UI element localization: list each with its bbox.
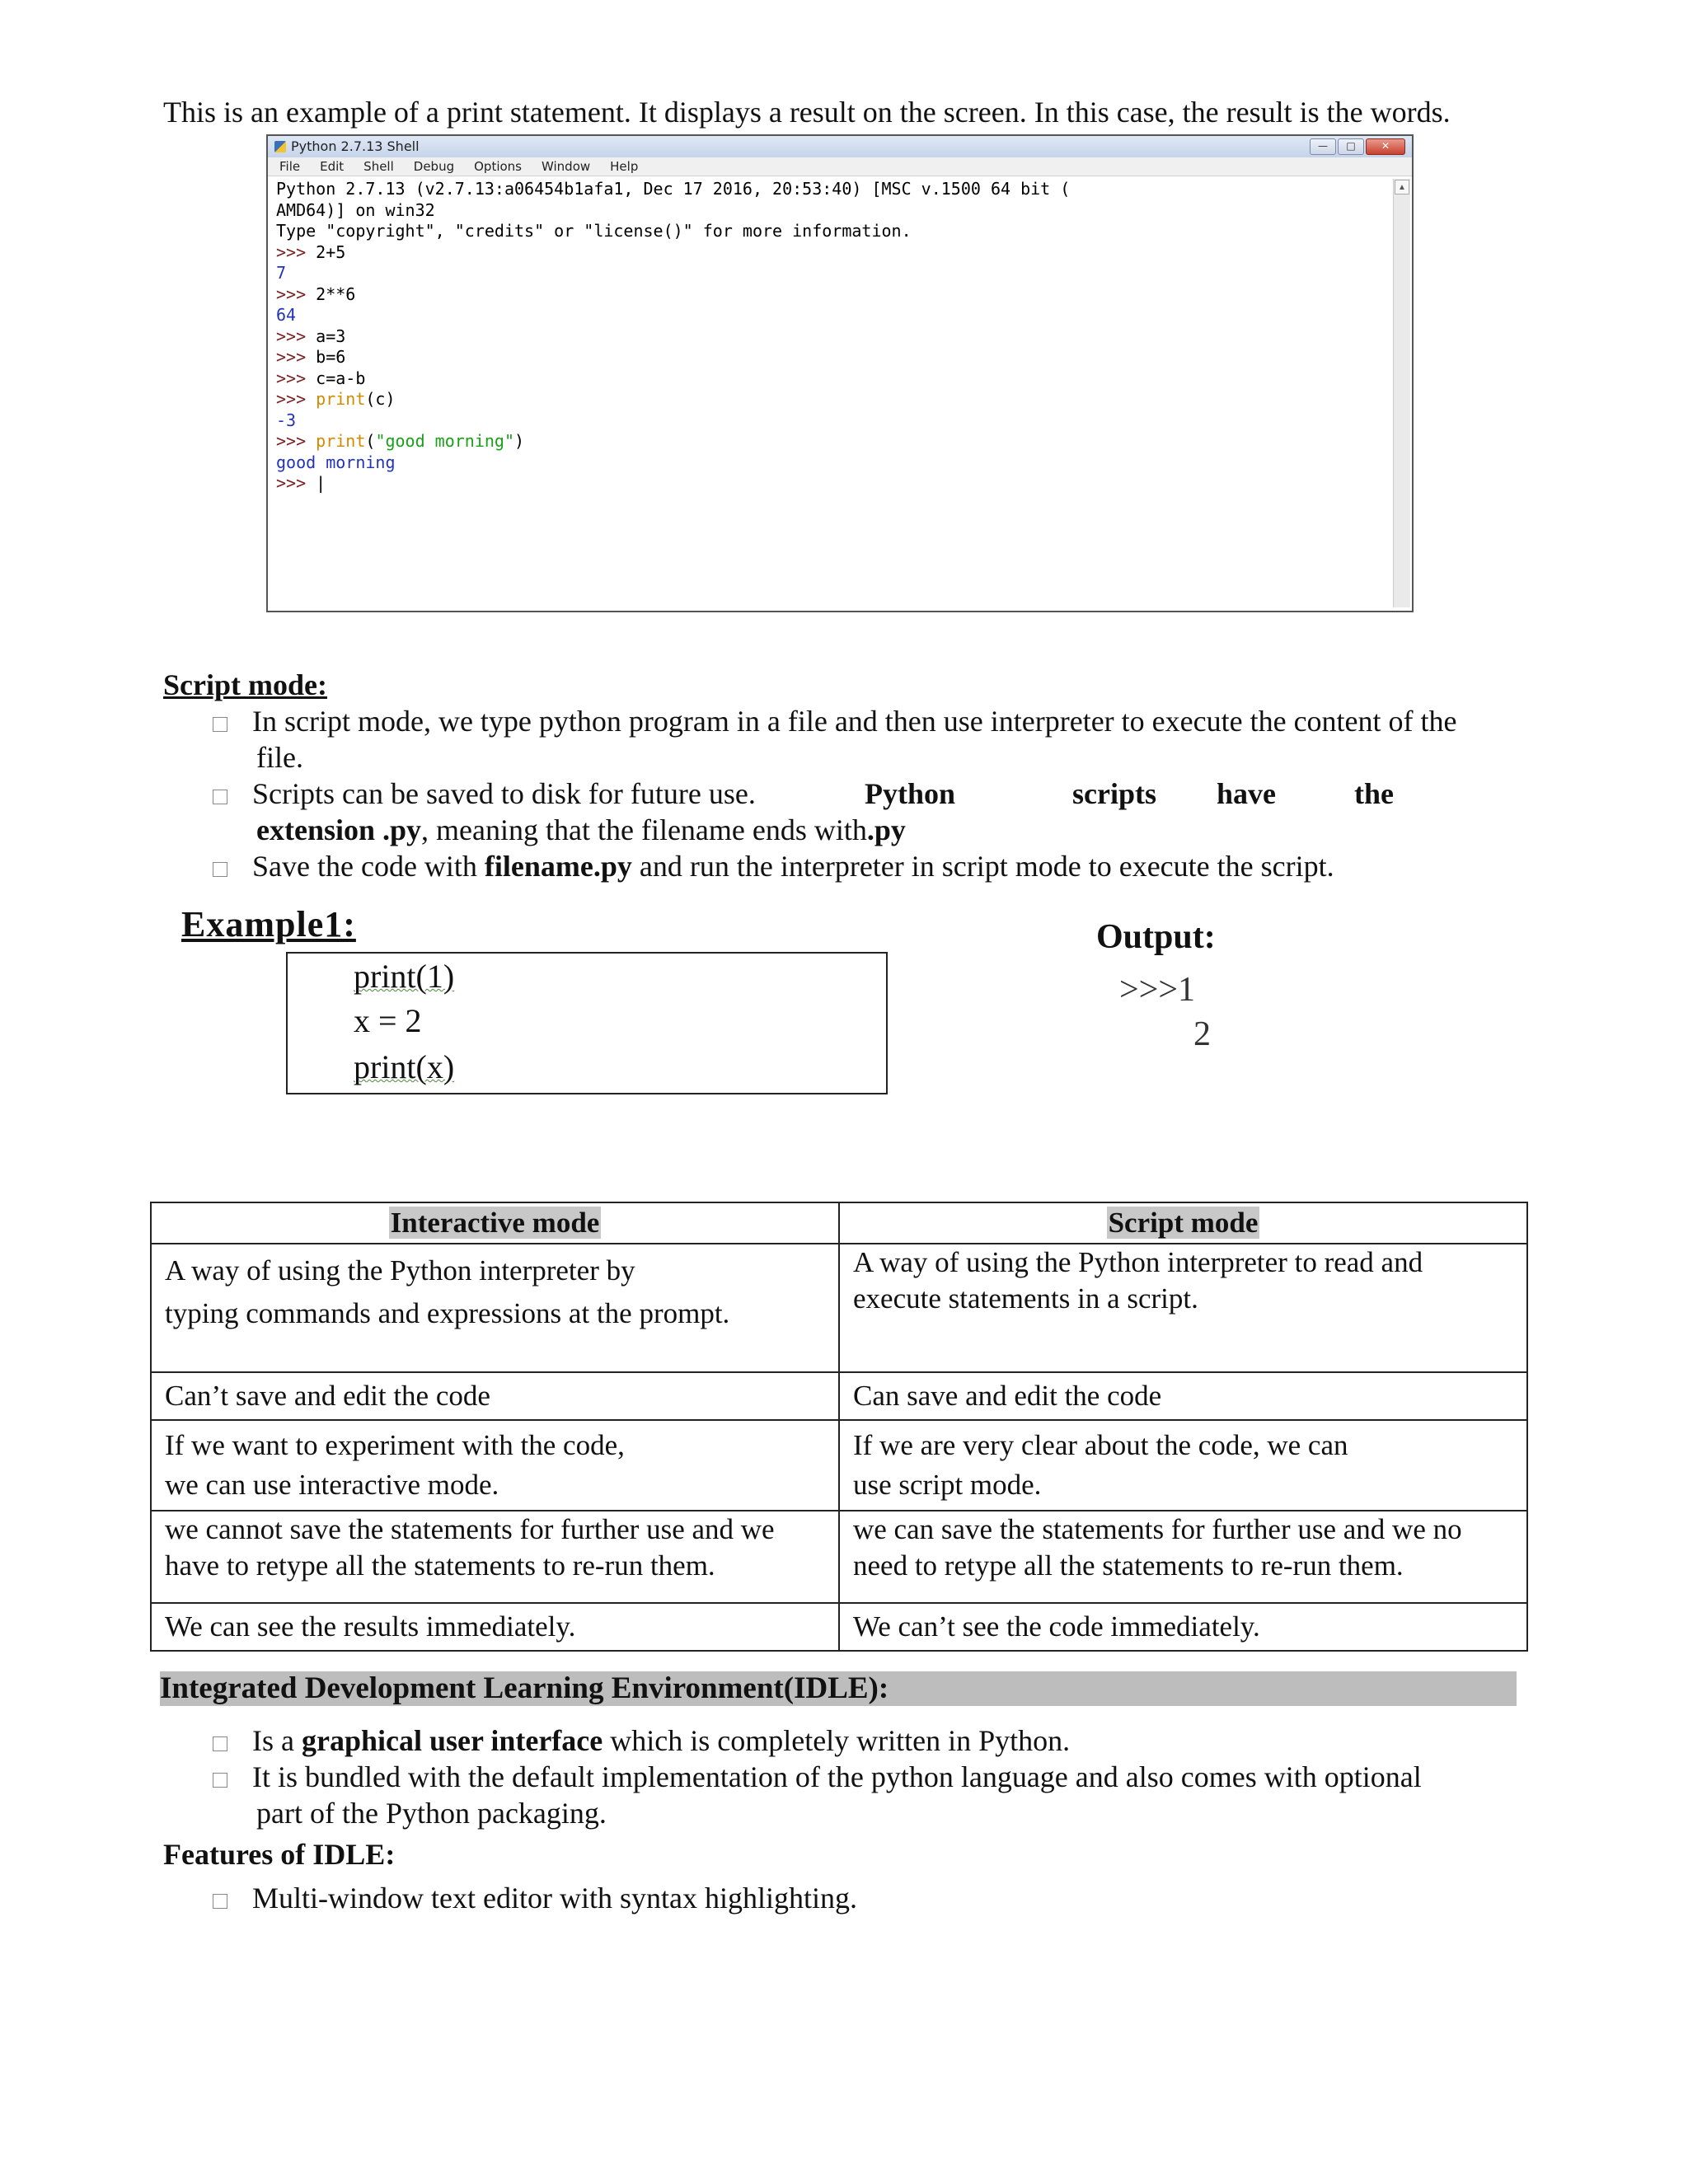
console-output: -3 <box>276 410 297 430</box>
table-cell: Can save and edit the code <box>839 1372 1527 1420</box>
menu-file[interactable]: File <box>279 159 301 174</box>
word-the: the <box>1354 777 1394 810</box>
word-python: Python <box>865 777 956 810</box>
list-item <box>213 1880 857 1916</box>
word-have: have <box>1217 777 1276 810</box>
bold-text: extension .py <box>256 813 422 846</box>
command: (c) <box>365 389 396 409</box>
example-heading: Example1: <box>181 904 356 944</box>
command: 2**6 <box>316 284 356 304</box>
script-mode-heading: Script mode: <box>163 668 327 701</box>
shell-console[interactable] <box>276 179 1390 607</box>
bold-text: graphical user interface <box>301 1724 603 1757</box>
table-cell: we can save the statements for further use and we no need to retype all the statements to re-run them. <box>839 1511 1527 1603</box>
list-item-text: It is bundled with the default implementation of the python language and also comes with optional <box>252 1760 1422 1793</box>
intro-text: This is an example of a print statement. It displays a result on the screen. In this case, the result is the words. <box>163 96 1451 129</box>
command: ( <box>365 431 376 451</box>
command: 2+5 <box>316 241 346 262</box>
checkbox-bullet-icon <box>213 717 227 732</box>
scroll-up-icon[interactable]: ▲ <box>1395 180 1409 194</box>
command: c=a-b <box>316 368 366 388</box>
plain-text: which is completely written in Python. <box>603 1724 1071 1757</box>
list-item-text: Multi-window text editor with syntax highlighting. <box>252 1882 857 1915</box>
prompt: >>> <box>276 368 316 388</box>
console-output: 64 <box>276 305 297 325</box>
console-line <box>276 389 1390 410</box>
checkbox-bullet-icon <box>213 1894 227 1909</box>
prompt: >>> <box>276 241 316 262</box>
checkbox-bullet-icon <box>213 1736 227 1751</box>
command: a=3 <box>316 326 346 346</box>
list-item <box>213 703 1457 739</box>
command: ) <box>514 431 525 451</box>
menu-window[interactable]: Window <box>542 159 591 174</box>
output-line: >>>1 <box>1119 971 1196 1009</box>
table-cell: A way of using the Python interpreter by typing commands and expressions at the prompt. <box>151 1244 839 1372</box>
code-line: x = 2 <box>354 1002 422 1039</box>
table-cell: Can’t save and edit the code <box>151 1372 839 1420</box>
table-cell: If we are very clear about the code, we can use script mode. <box>839 1420 1527 1511</box>
banner-line-3: Type "copyright", "credits" or "license()" for more information. <box>276 221 912 241</box>
console-line <box>276 242 1390 264</box>
prompt: >>> <box>276 389 316 409</box>
python-icon <box>274 141 286 152</box>
table-cell: We can’t see the code immediately. <box>839 1603 1527 1651</box>
list-item-continuation: part of the Python packaging. <box>256 1797 607 1830</box>
menu-debug[interactable]: Debug <box>413 159 455 174</box>
prompt: >>> <box>276 473 316 493</box>
menu-help[interactable]: Help <box>610 159 639 174</box>
table-cell: we cannot save the statements for further use and we have to retype all the statements to re-run them. <box>151 1511 839 1603</box>
code-line: print(x) <box>354 1048 455 1085</box>
code-line: print(1) <box>354 958 455 995</box>
prompt: >>> <box>276 431 316 451</box>
python-shell-window <box>266 134 1414 612</box>
table-cell: If we want to experiment with the code, we can use interactive mode. <box>151 1420 839 1511</box>
keyword: print <box>316 431 366 451</box>
code-example-box <box>286 952 888 1094</box>
table-row <box>151 1372 1527 1420</box>
menu-options[interactable]: Options <box>474 159 522 174</box>
plain-text: , meaning that the filename ends with <box>421 813 867 846</box>
output-heading: Output: <box>1096 918 1216 956</box>
console-line <box>276 326 1390 348</box>
console-output: good morning <box>276 452 396 472</box>
command: b=6 <box>316 347 346 367</box>
keyword: print <box>316 389 366 409</box>
output-line: 2 <box>1193 1015 1211 1053</box>
list-item-continuation: file. <box>256 741 303 774</box>
list-item <box>213 848 1334 884</box>
list-item <box>213 776 756 812</box>
prompt: >>> <box>276 347 316 367</box>
plain-text: and run the interpreter in script mode to execute the script. <box>631 850 1334 883</box>
table-header-row <box>151 1202 1527 1244</box>
column-header: Interactive mode <box>151 1202 839 1244</box>
console-line <box>276 347 1390 368</box>
shell-scrollbar[interactable] <box>1393 179 1410 607</box>
column-header: Script mode <box>839 1202 1527 1244</box>
bold-text: filename.py <box>484 850 632 883</box>
comparison-table <box>150 1202 1528 1652</box>
maximize-icon[interactable]: □ <box>1338 138 1364 155</box>
menu-shell[interactable]: Shell <box>363 159 394 174</box>
list-item <box>213 1759 1422 1795</box>
console-line <box>276 431 1390 452</box>
shell-titlebar <box>268 136 1412 157</box>
list-item-continuation <box>256 812 906 848</box>
text-cursor: | <box>316 473 326 493</box>
console-line <box>276 284 1390 306</box>
banner-line-1: Python 2.7.13 (v2.7.13:a06454b1afa1, Dec 17 2016, 20:53:40) [MSC v.1500 64 bit ( <box>276 179 1071 199</box>
checkbox-bullet-icon <box>213 1773 227 1788</box>
list-item-text: Scripts can be saved to disk for future use. <box>252 777 756 810</box>
prompt: >>> <box>276 284 316 304</box>
minimize-icon[interactable]: — <box>1310 138 1336 155</box>
table-cell: A way of using the Python interpreter to read and execute statements in a script. <box>839 1244 1527 1372</box>
plain-text: Save the code with <box>252 850 485 883</box>
table-row <box>151 1603 1527 1651</box>
prompt: >>> <box>276 326 316 346</box>
shell-title: Python 2.7.13 Shell <box>291 138 420 154</box>
list-item <box>213 1722 1070 1759</box>
list-item-text: In script mode, we type python program in a file and then use interpreter to execute the content of the <box>252 705 1457 738</box>
shell-menu-bar <box>268 157 1412 176</box>
bold-text: .py <box>866 813 906 846</box>
word-scripts: scripts <box>1072 777 1156 810</box>
table-row <box>151 1420 1527 1511</box>
menu-edit[interactable]: Edit <box>320 159 345 174</box>
table-cell: We can see the results immediately. <box>151 1603 839 1651</box>
checkbox-bullet-icon <box>213 790 227 804</box>
table-row <box>151 1244 1527 1372</box>
string-literal: "good morning" <box>375 431 515 451</box>
idle-heading: Integrated Development Learning Environment(IDLE): <box>160 1671 1517 1706</box>
plain-text: Is a <box>252 1724 302 1757</box>
console-line <box>276 368 1390 390</box>
banner-line-2: AMD64)] on win32 <box>276 199 435 220</box>
features-heading: Features of IDLE: <box>163 1838 396 1871</box>
console-output: 7 <box>276 263 287 283</box>
table-row <box>151 1511 1527 1603</box>
checkbox-bullet-icon <box>213 862 227 877</box>
close-icon[interactable]: ✕ <box>1366 138 1405 155</box>
console-line <box>276 473 1390 494</box>
